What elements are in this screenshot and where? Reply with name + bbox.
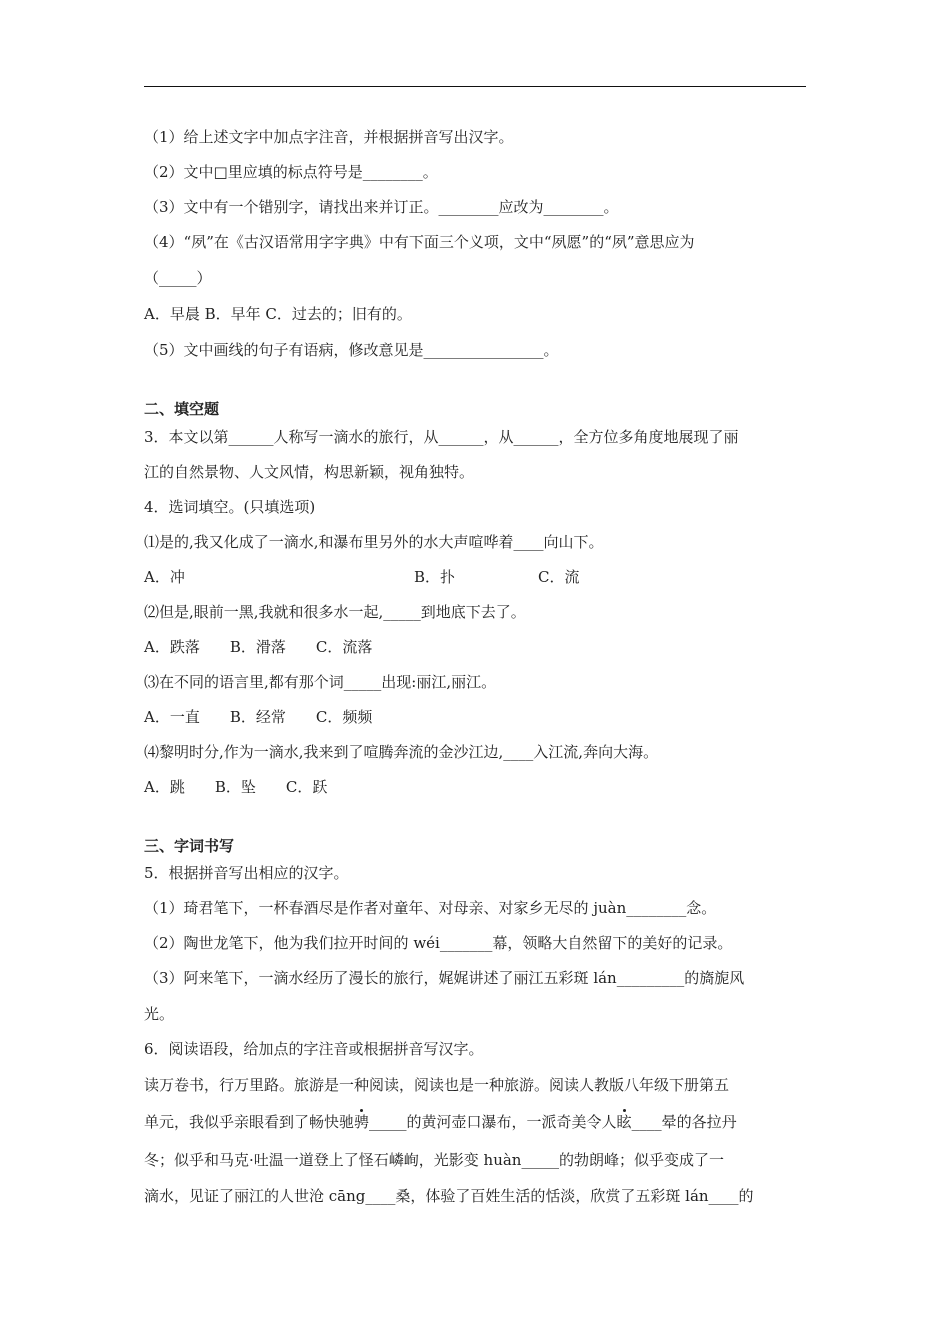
s3-q6: 6．阅读语段，给加点的字注音或根据拼音写汉字。	[144, 1040, 484, 1058]
s1-q4-line2: （_____）	[144, 269, 212, 287]
s2-q3-line2: 江的自然景物、人文风情，构思新颖，视角独特。	[144, 463, 475, 481]
s1-q3: （3）文中有一个错别字，请找出来并订正。________应改为________。	[144, 198, 619, 216]
s2-p3-options: A．一直 B．经常 C．频频	[144, 708, 373, 726]
section-heading-fill-blank: 二、填空题	[144, 400, 220, 418]
s2-p1: ⑴是的,我又化成了一滴水,和瀑布里另外的水大声喧哗着____向山下。	[144, 533, 604, 551]
option-a: A．冲	[144, 568, 185, 586]
s1-q4-line1: （4）“夙”在《古汉语常用字字典》中有下面三个义项，文中“夙愿”的“夙”意思应为	[144, 233, 695, 251]
section-heading-word-writing: 三、字词书写	[144, 837, 235, 855]
s2-p2-options: A．跌落 B．滑落 C．流落	[144, 638, 373, 656]
passage-text: 单元，我似乎亲眼看到了畅快驰	[144, 1113, 355, 1131]
s1-q5: （5）文中画线的句子有语病，修改意见是________________。	[144, 341, 559, 359]
s3-passage-line3: 冬；似乎和马克·吐温一道登上了怪石嶙峋，光影变 huàn_____的勃朗峰；似乎变成了一	[144, 1151, 724, 1169]
s3-q5-3-line2: 光。	[144, 1005, 175, 1023]
s1-q1: （1）给上述文字中加点字注音，并根据拼音写出汉字。	[144, 128, 514, 146]
s3-q5: 5．根据拼音写出相应的汉字。	[144, 864, 349, 882]
s2-p4-options: A．跳 B．坠 C．跃	[144, 778, 328, 796]
dotted-char: 骋	[354, 1113, 370, 1131]
s1-q2: （2）文中□里应填的标点符号是________。	[144, 163, 438, 181]
option-b: B．扑	[414, 568, 456, 586]
s3-q5-2: （2）陶世龙笔下，他为我们拉开时间的 wéi_______幕，领略大自然留下的美好的记录。	[144, 934, 733, 952]
s2-q4: 4．选词填空。(只填选项)	[144, 498, 316, 516]
s3-passage-line4: 滴水，见证了丽江的人世沧 cāng____桑，体验了百姓生活的恬淡，欣赏了五彩斑 lán____的	[144, 1187, 754, 1205]
s1-q4-options: A．早晨 B．早年 C．过去的；旧有的。	[144, 305, 412, 323]
option-c: C．流	[538, 568, 580, 586]
s2-q3-line1: 3．本文以第______人称写一滴水的旅行，从______，从______，全方位多角度地展现了丽	[144, 428, 739, 446]
passage-text: _____的黄河壶口瀑布，一派奇美令人	[369, 1113, 617, 1131]
header-rule	[144, 86, 806, 87]
s3-q5-3-line1: （3）阿来笔下，一滴水经历了漫长的旅行，娓娓讲述了丽江五彩斑 lán_________的旖旎风	[144, 969, 745, 987]
s2-p2: ⑵但是,眼前一黑,我就和很多水一起,_____到地底下去了。	[144, 603, 526, 621]
s2-p3: ⑶在不同的语言里,都有那个词_____出现:丽江,丽江。	[144, 673, 497, 691]
s2-p4: ⑷黎明时分,作为一滴水,我来到了喧腾奔流的金沙江边,____入江流,奔向大海。	[144, 743, 659, 761]
passage-text: ____晕的各拉丹	[631, 1113, 737, 1131]
s3-passage-line1: 读万卷书，行万里路。旅游是一种阅读，阅读也是一种旅游。阅读人教版八年级下册第五	[144, 1076, 730, 1094]
s3-q5-1: （1）琦君笔下，一杯春酒尽是作者对童年、对母亲、对家乡无尽的 juàn________念。	[144, 899, 717, 917]
s2-p1-options	[144, 567, 806, 587]
dotted-char: 眩	[616, 1113, 632, 1131]
s3-passage-line2	[144, 1112, 737, 1132]
